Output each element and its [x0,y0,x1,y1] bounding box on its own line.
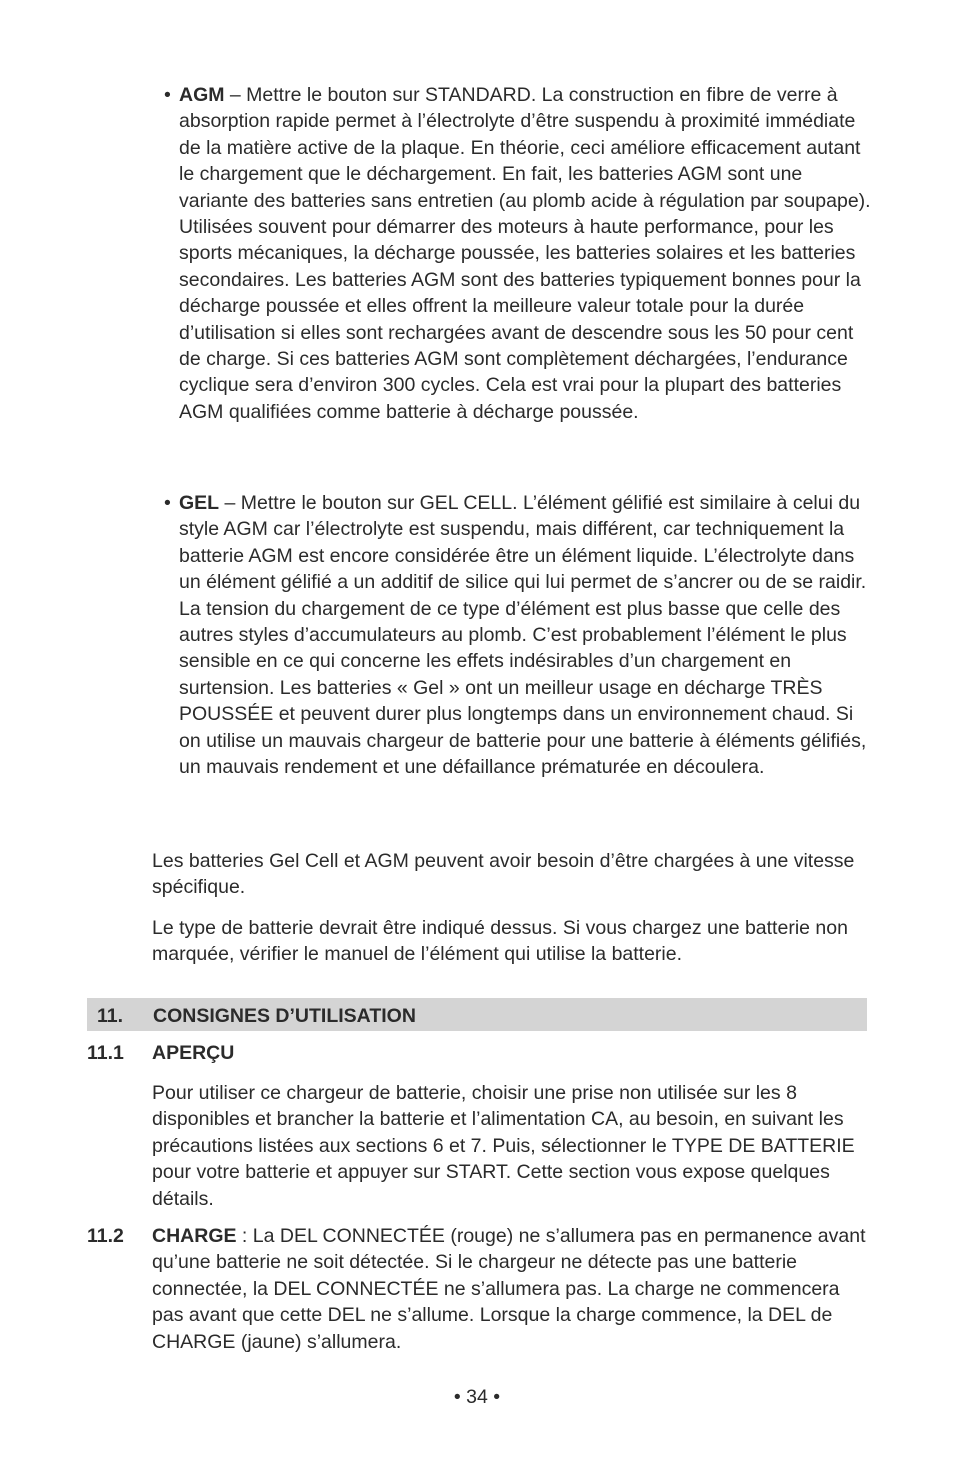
bullet-gel [164,490,876,780]
section-title: CONSIGNES D’UTILISATION [153,1005,416,1027]
paragraph-gel-agm: Les batteries Gel Cell et AGM peuvent avoir besoin d’être chargées à une vitesse spécifique. [152,850,855,899]
paragraph-battery-type: Le type de batterie devrait être indiqué dessus. Si vous chargez une batterie non marquée, vérifier le manuel de l’élément qui utilise la batterie. [152,917,848,966]
bullet-text [179,82,876,425]
subsection-number-11-1: 11.1 [87,1042,124,1064]
subsection-text-11-1: Pour utiliser ce chargeur de batterie, choisir une prise non utilisée sur les 8 disponibles et brancher la batterie et l’alimentation CA, au besoin, en suivant les précautions listées aux sections 6 et 7. Puis, sélectionner le TYPE DE BATTERIE pour votre batterie et appuyer sur START. Cette section vous expose quelques détails. [152,1082,855,1210]
subsection-term-11-2: CHARGE [152,1225,237,1247]
subsection-body-11-2: : La DEL CONNECTÉE (rouge) ne s’allumera pas en permanence avant qu’une batterie ne soit détectée. Si le chargeur ne détecte pas une batterie connectée, la DEL CONNECTÉE ne s’allumera pas. La charge ne commencera pas avant que cette DEL ne s’allume. Lorsque la charge commence, la DEL de CHARGE (jaune) s’allumera. [152,1225,866,1353]
page-number: • 34 • [453,1386,501,1408]
bullet-term: GEL [179,492,220,514]
section-header-11 [87,998,867,1031]
bullet-body: – Mettre le bouton sur STANDARD. La construction en fibre de verre à absorption rapide permet à l’électrolyte d’être suspendu à proximité immédiate de la matière active de la plaque. En théorie, ceci améliore efficacement autant le chargement que le déchargement. En fait, les batteries AGM sont une variante des batteries sans entretien (au plomb acide à régulation par soupape). Utilisées souvent pour démarrer des moteurs à haute performance, pour les sports mécaniques, la décharge poussée, les batteries solaires et les batteries secondaires. Les batteries AGM sont des batteries typiquement bonnes pour la décharge poussée et elles offrent la meilleure valeur totale pour la durée d’utilisation si elles sont rechargées avant de descendre sous les 50 pour cent de charge. Si ces batteries AGM sont complètement déchargées, l’endurance cyclique sera d’environ 300 cycles. Cela est vrai pour la plupart des batteries AGM qualifiées comme batterie à décharge poussée. [179,84,871,423]
subsection-title-11-1: APERÇU [152,1042,235,1064]
bullet-term: AGM [179,84,225,106]
bullet-symbol: • [164,492,171,514]
bullet-symbol: • [164,84,171,106]
section-number: 11. [97,1005,124,1027]
bullet-agm [164,82,876,425]
bullet-text [179,490,876,780]
subsection-text-11-2 [152,1223,872,1355]
subsection-number-11-2: 11.2 [87,1225,124,1247]
bullet-body: – Mettre le bouton sur GEL CELL. L’élément gélifié est similaire à celui du style AGM car l’électrolyte est suspendu, mais différent, car techniquement la batterie AGM est encore considérée être un élément liquide. L’électrolyte dans un élément gélifié a un additif de silice qui lui permet de s’ancrer ou de se raidir. La tension du chargement de ce type d’élément est plus basse que celle des autres styles d’accumulateurs au plomb. C’est probablement l’élément le plus sensible en ce qui concerne les effets indésirables d’un chargement en surtension. Les batteries « Gel » ont un meilleur usage en décharge TRÈS POUSSÉE et peuvent durer plus longtemps dans un environnement chaud. Si on utilise un mauvais chargeur de batterie pour une batterie à éléments gélifiés, un mauvais rendement et une défaillance prématurée en découlera. [179,492,867,779]
